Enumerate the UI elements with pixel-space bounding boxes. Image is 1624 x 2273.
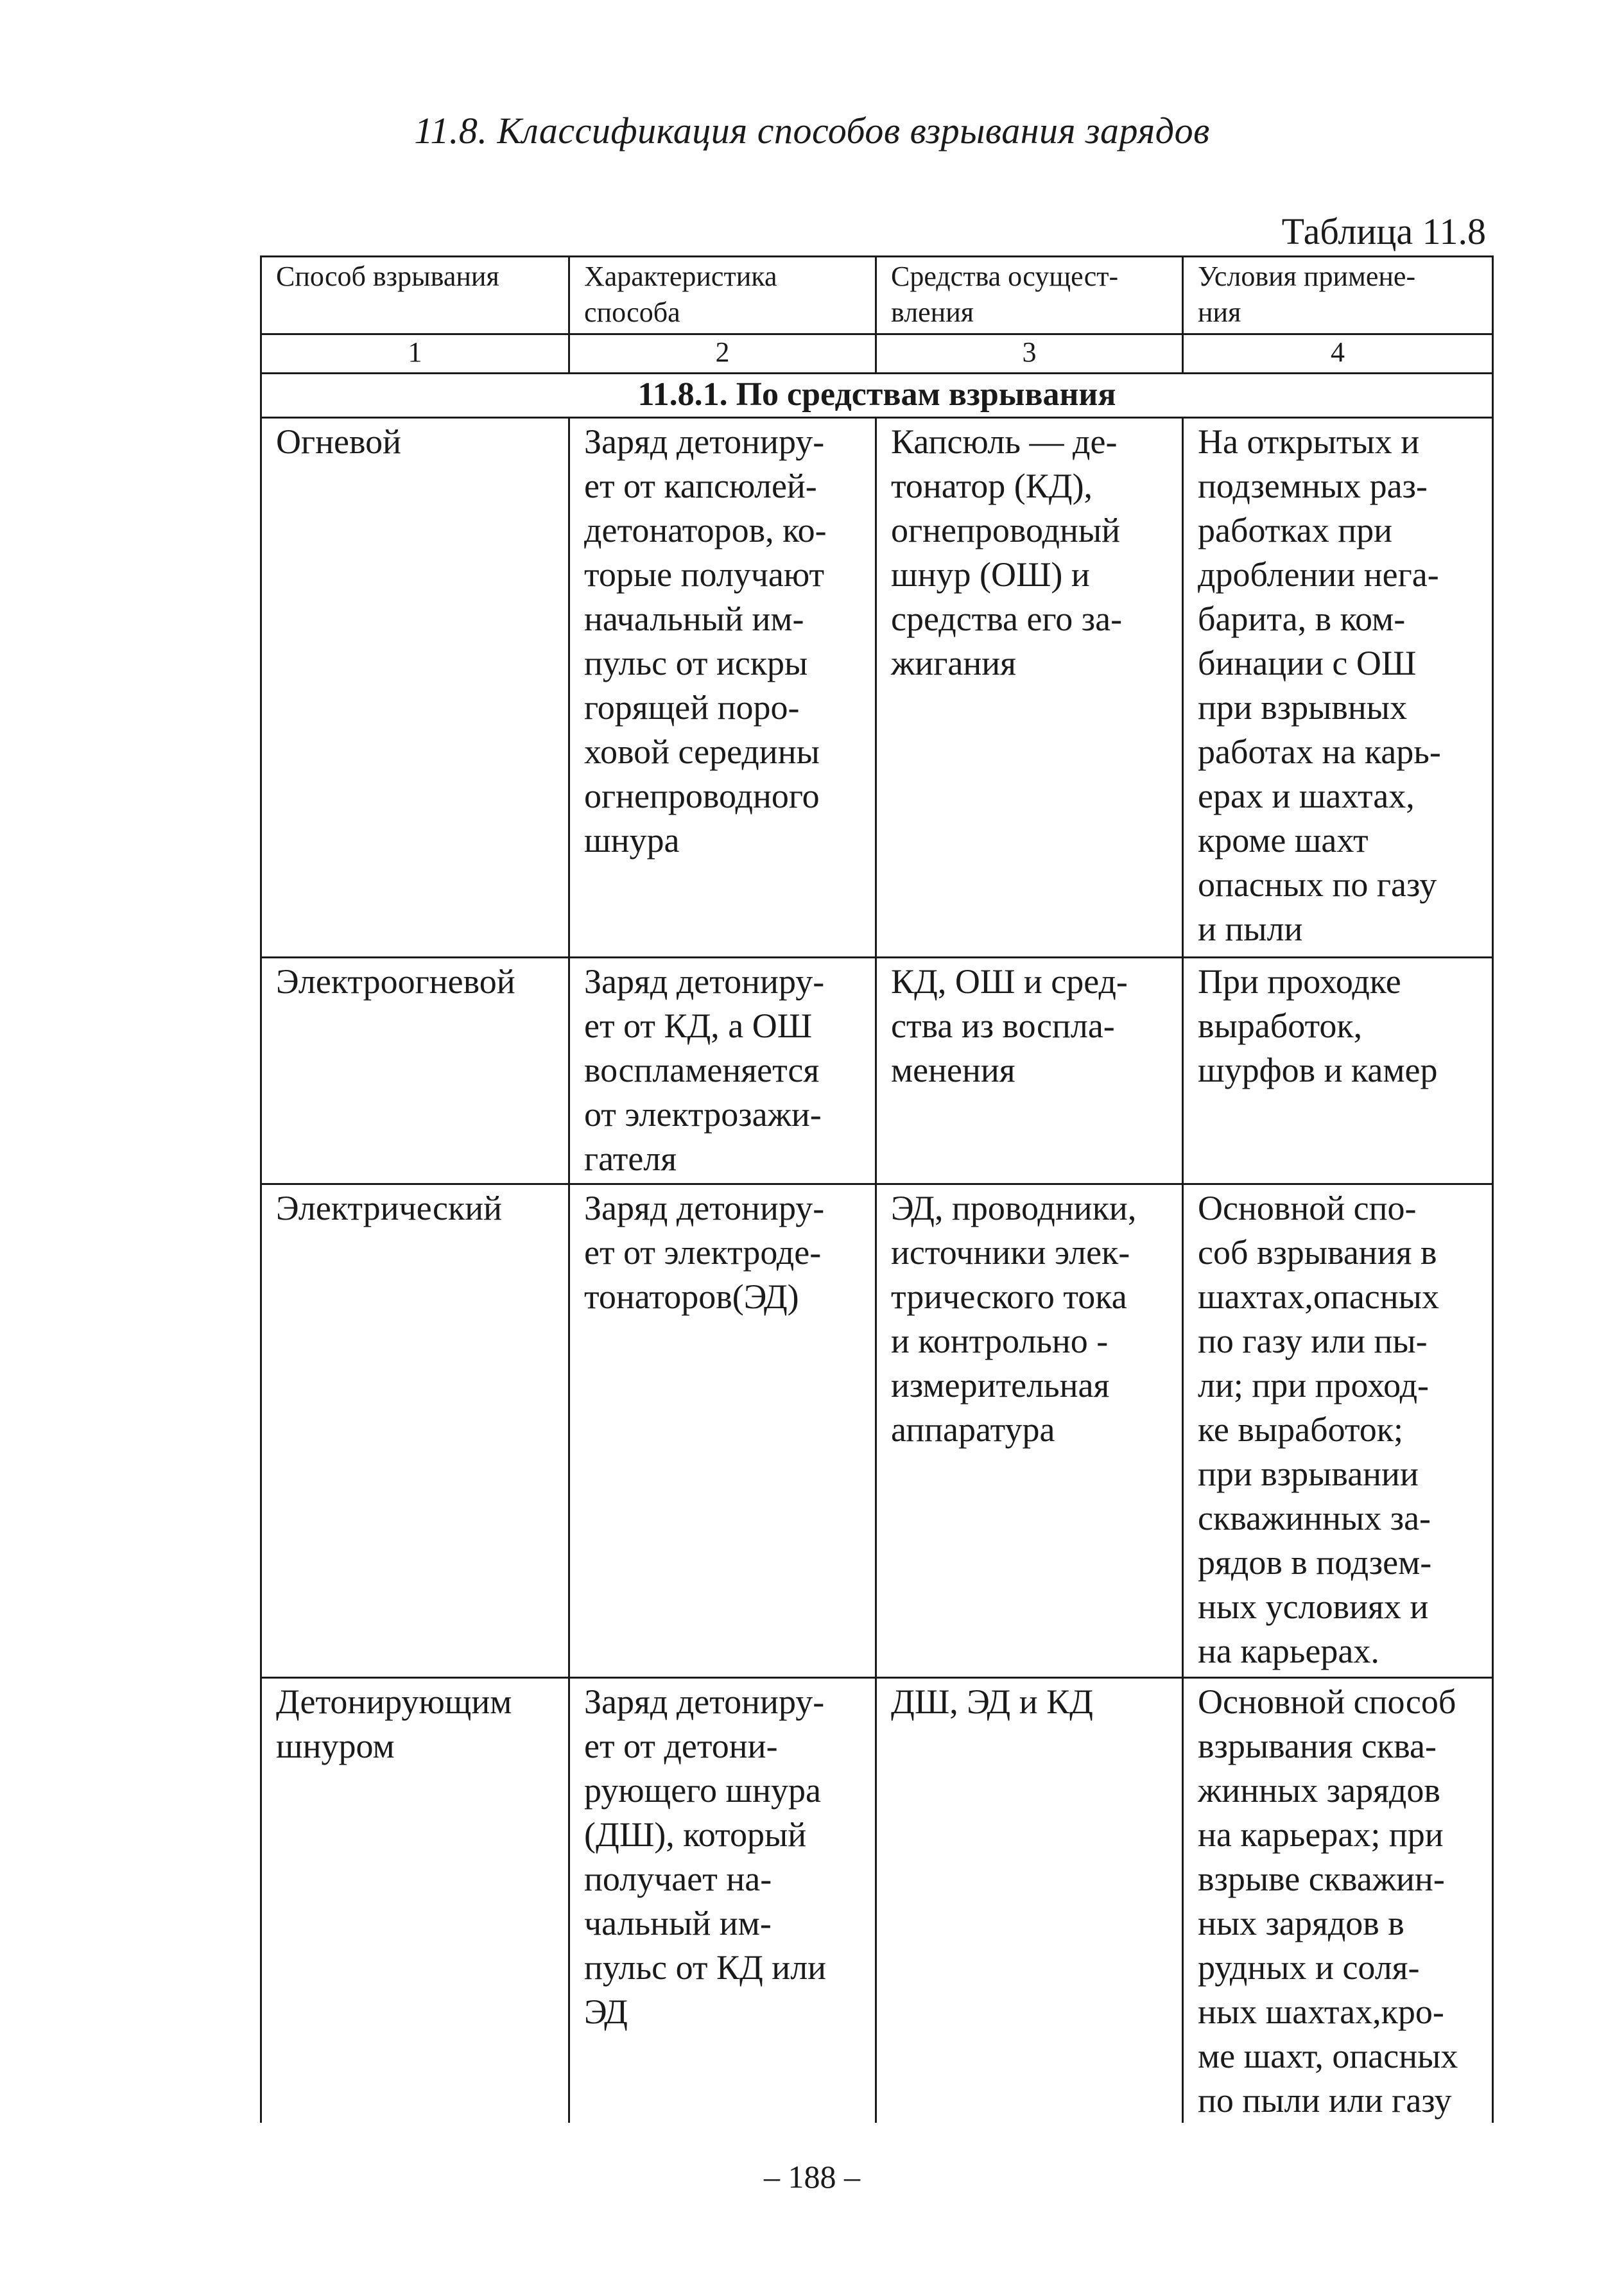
section-row	[261, 374, 1493, 418]
table-row	[261, 958, 1493, 1184]
column-number: 1	[261, 334, 569, 374]
classification-table	[260, 255, 1494, 2123]
method-cell: Огневой	[261, 418, 569, 958]
table-header-row	[261, 257, 1493, 334]
page-number: – 188 –	[764, 2159, 860, 2195]
column-number-row	[261, 334, 1493, 374]
section-heading: 11.8. Классификация способов взрывания зарядов	[414, 110, 1210, 151]
means-cell: ДШ, ЭД и КД	[876, 1678, 1183, 2123]
table-row	[261, 418, 1493, 958]
header-cell: Характеристика способа	[569, 257, 876, 334]
method-cell: Детонирующим шнуром	[261, 1678, 569, 2123]
method-cell: Электроогневой	[261, 958, 569, 1184]
conditions-cell: Основной спо- соб взрывания в шахтах,опасных по газу или пы- ли; при проход- ке выработок; при взрывании скважинных за- рядов в подзем- ных условиях и на карьерах.	[1183, 1184, 1493, 1678]
means-cell: Капсюль — де- тонатор (КД), огнепроводный шнур (ОШ) и средства его за- жигания	[876, 418, 1183, 958]
table-row	[261, 1184, 1493, 1678]
table-row	[261, 1678, 1493, 2123]
conditions-cell: На открытых и подземных раз- работках при дроблении нега- барита, в ком- бинации с ОШ при взрывных работах на карь- ерах и шахтах, кроме шахт опасных по газу и пыли	[1183, 418, 1493, 958]
characteristic-cell: Заряд детониру- ет от детони- рующего шнура (ДШ), который получает на- чальный им- пульс от КД или ЭД	[569, 1678, 876, 2123]
column-number: 3	[876, 334, 1183, 374]
characteristic-cell: Заряд детониру- ет от электроде- тонаторов(ЭД)	[569, 1184, 876, 1678]
means-cell: КД, ОШ и сред- ства из воспла- менения	[876, 958, 1183, 1184]
conditions-cell: При проходке выработок, шурфов и камер	[1183, 958, 1493, 1184]
column-number: 4	[1183, 334, 1493, 374]
header-cell: Способ взрывания	[261, 257, 569, 334]
conditions-cell: Основной способ взрывания сква- жинных зарядов на карьерах; при взрыве скважин- ных зарядов в рудных и соля- ных шахтах,кро- ме шахт, опасных по пыли или газу	[1183, 1678, 1493, 2123]
means-cell: ЭД, проводники, источники элек- трического тока и контрольно - измерительная аппаратура	[876, 1184, 1183, 1678]
column-number: 2	[569, 334, 876, 374]
characteristic-cell: Заряд детониру- ет от КД, а ОШ воспламеняется от электрозажи- гателя	[569, 958, 876, 1184]
header-cell: Средства осущест- вления	[876, 257, 1183, 334]
section-title: 11.8.1. По средствам взрывания	[261, 374, 1493, 418]
method-cell: Электрический	[261, 1184, 569, 1678]
header-cell: Условия примене- ния	[1183, 257, 1493, 334]
characteristic-cell: Заряд детониру- ет от капсюлей- детонаторов, ко- торые получают начальный им- пульс от искры горящей поро- ховой середины огнепроводного шнура	[569, 418, 876, 958]
table-caption: Таблица 11.8	[1281, 211, 1486, 252]
